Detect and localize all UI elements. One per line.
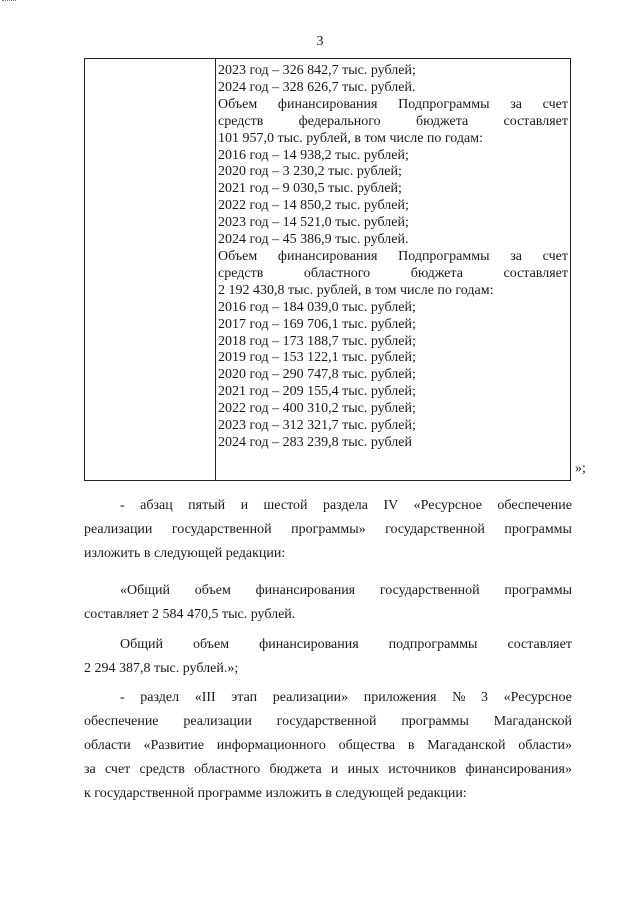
word: Объем xyxy=(218,248,258,264)
paragraph-subprogram-financing xyxy=(84,633,572,681)
word: бюджета xyxy=(410,265,463,281)
word: «Ресурсное xyxy=(503,690,572,705)
word: Подпрограммы xyxy=(398,248,490,264)
justified-line xyxy=(84,734,572,758)
word: финансирования» xyxy=(465,762,572,777)
word: счет xyxy=(542,248,568,264)
word: составляет xyxy=(503,265,568,281)
word: «Общий xyxy=(120,583,170,598)
justified-line xyxy=(218,97,568,114)
word: Подпрограммы xyxy=(398,96,490,112)
justified-line xyxy=(84,579,572,603)
word: «III xyxy=(194,690,216,705)
word: - xyxy=(120,690,125,705)
word: - xyxy=(120,498,125,513)
text-line: 101 957,0 тыс. рублей, в том числе по годам: xyxy=(218,130,483,146)
word: государственной xyxy=(379,583,480,598)
word: государственной xyxy=(385,522,485,537)
word: пятый xyxy=(188,498,226,513)
word: обеспечение xyxy=(84,714,159,729)
word: и xyxy=(240,498,249,513)
word: программы xyxy=(504,583,572,598)
text-line: 2018 год – 173 188,7 тыс. рублей; xyxy=(218,333,416,349)
paragraph-total-financing xyxy=(84,579,572,627)
word: областного xyxy=(194,762,261,777)
word: информационного xyxy=(216,738,326,753)
word: иных xyxy=(347,762,379,777)
word: государственной xyxy=(276,714,377,729)
word: средств xyxy=(218,113,264,129)
word: этап xyxy=(231,690,258,705)
paragraph-amend-appendix-3 xyxy=(84,686,572,806)
word: за xyxy=(84,762,96,777)
word: составляет xyxy=(507,637,572,652)
word: области» xyxy=(518,738,572,753)
text-line: 2022 год – 400 310,2 тыс. рублей; xyxy=(218,401,416,417)
word: за xyxy=(510,248,522,264)
word: бюджета xyxy=(269,762,322,777)
word: раздела xyxy=(322,498,368,513)
justified-line xyxy=(84,494,572,518)
text-line: 2024 год – 283 239,8 тыс. рублей xyxy=(218,434,412,450)
word: приложения xyxy=(363,690,437,705)
word: финансирования xyxy=(277,248,378,264)
word: финансирования xyxy=(259,637,359,652)
text-line: 2016 год – 14 938,2 тыс. рублей; xyxy=(218,147,409,163)
text-line: 2020 год – 3 230,2 тыс. рублей; xyxy=(218,164,402,180)
word: IV xyxy=(383,498,399,513)
word: шестой xyxy=(263,498,308,513)
word: программы xyxy=(401,714,469,729)
text-line: 2 192 430,8 тыс. рублей, в том числе по годам: xyxy=(218,282,494,298)
word: счет xyxy=(104,762,131,777)
word: Объем xyxy=(218,96,258,112)
text-line: 2016 год – 184 039,0 тыс. рублей; xyxy=(218,299,416,315)
text-line: 2023 год – 14 521,0 тыс. рублей; xyxy=(218,215,409,231)
text-line: 2 294 387,8 тыс. рублей.»; xyxy=(84,661,239,676)
text-line: 2022 год – 14 850,2 тыс. рублей; xyxy=(218,198,409,214)
word: средств xyxy=(139,762,185,777)
word: общества xyxy=(338,738,396,753)
word: бюджета xyxy=(416,113,469,129)
word: и xyxy=(330,762,339,777)
word: Магаданской xyxy=(427,738,506,753)
justified-line xyxy=(218,266,568,283)
word: за xyxy=(510,96,522,112)
table-closing-mark: »; xyxy=(575,461,586,476)
word: государственной xyxy=(171,522,272,537)
table-column-divider xyxy=(215,59,216,480)
word: области xyxy=(84,738,131,753)
word: подпрограммы xyxy=(388,637,478,652)
word: Общий xyxy=(120,637,163,652)
page-number: 3 xyxy=(316,34,324,49)
text-line: 2021 год – 9 030,5 тыс. рублей; xyxy=(218,181,402,197)
word: программы xyxy=(504,522,572,537)
word: обеспечение xyxy=(497,498,572,513)
financing-table xyxy=(84,58,571,481)
word: программы» xyxy=(291,522,366,537)
text-line: к государственной программе изложить в следующей редакции: xyxy=(84,786,467,801)
justified-line xyxy=(84,518,572,542)
justified-line xyxy=(84,633,572,657)
word: «Развитие xyxy=(143,738,205,753)
text-line: 2024 год – 45 386,9 тыс. рублей. xyxy=(218,232,409,248)
text-line: 2020 год – 290 747,8 тыс. рублей; xyxy=(218,367,416,383)
word: финансирования xyxy=(255,583,356,598)
table-right-cell xyxy=(218,63,568,452)
paragraph-amend-section-iv xyxy=(84,494,572,566)
word: объем xyxy=(194,583,231,598)
justified-line xyxy=(218,249,568,266)
word: «Ресурсное xyxy=(413,498,482,513)
text-line: 2024 год – 328 626,7 тыс. рублей. xyxy=(218,79,416,95)
text-line: 2017 год – 169 706,1 тыс. рублей; xyxy=(218,316,416,332)
word: областного xyxy=(303,265,371,281)
scan-corner-mark xyxy=(2,0,16,4)
justified-line xyxy=(218,114,568,131)
word: федерального xyxy=(298,113,381,129)
word: № xyxy=(452,690,466,705)
word: 3 xyxy=(481,690,489,705)
word: реализации xyxy=(84,522,153,537)
text-line: 2023 год – 326 842,7 тыс. рублей; xyxy=(218,63,416,78)
text-line: изложить в следующей редакции: xyxy=(84,546,286,561)
word: составляет xyxy=(503,113,568,129)
word: финансирования xyxy=(277,96,378,112)
text-line: 2021 год – 209 155,4 тыс. рублей; xyxy=(218,384,416,400)
word: объем xyxy=(193,637,230,652)
word: Магаданской xyxy=(493,714,572,729)
justified-line xyxy=(84,758,572,782)
word: раздел xyxy=(140,690,180,705)
text-line: 2023 год – 312 321,7 тыс. рублей; xyxy=(218,418,416,434)
word: абзац xyxy=(140,498,173,513)
word: реализации xyxy=(183,714,252,729)
word: источников xyxy=(388,762,457,777)
justified-line xyxy=(84,686,572,710)
word: средств xyxy=(218,265,264,281)
text-line: 2019 год – 153 122,1 тыс. рублей; xyxy=(218,350,416,366)
word: счет xyxy=(542,96,568,112)
word: реализации» xyxy=(272,690,349,705)
word: в xyxy=(407,738,415,753)
text-line: составляет 2 584 470,5 тыс. рублей. xyxy=(84,607,296,622)
justified-line xyxy=(84,710,572,734)
